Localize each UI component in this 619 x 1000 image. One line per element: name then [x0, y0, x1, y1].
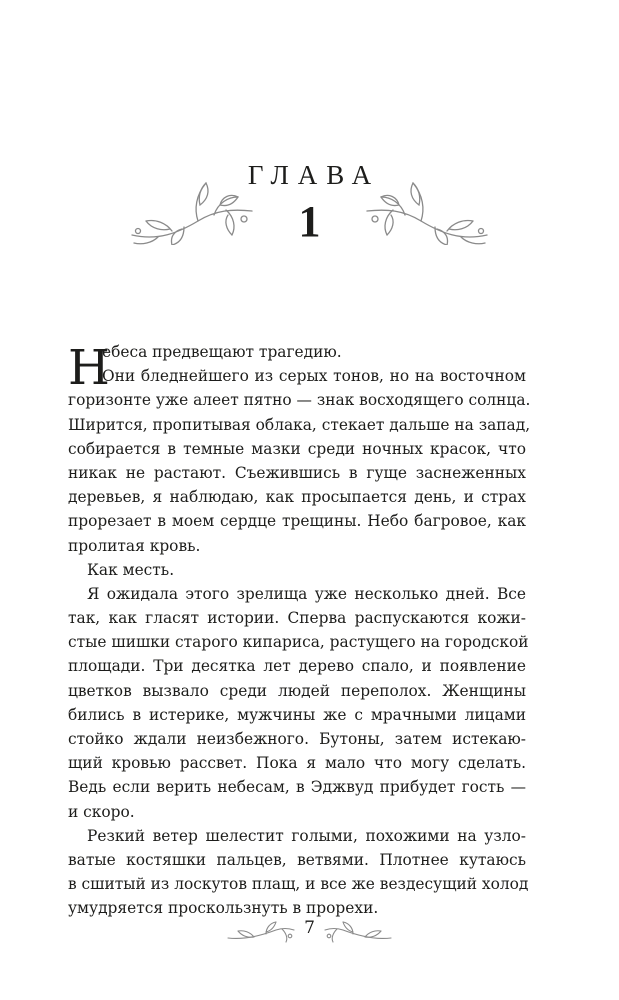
text-line: пролитая кровь. — [68, 536, 201, 555]
text-line: щий кровью рассвет. Пока я мало что могу сделать. — [68, 754, 526, 773]
text-line: умудряется проскользнуть в прорехи. — [68, 899, 379, 918]
text-line: Как месть. — [87, 560, 175, 579]
text-line: Я ожидала этого зрелища уже несколько дней. Все — [87, 584, 526, 603]
chapter-label: ГЛАВА — [247, 160, 381, 190]
page-number: 7 — [304, 918, 315, 938]
fleuron-right-icon — [323, 920, 393, 944]
text-line: горизонте уже алеет пятно — знак восходящего солнца. — [68, 391, 531, 410]
text-line: деревьев, я наблюдаю, как просыпается день, и страх — [68, 488, 526, 507]
text-line: ватые костяшки пальцев, ветвями. Плотнее кутаюсь — [68, 850, 526, 869]
text-line: в сшитый из лоскутов плащ, и все же вездесущий холод — [68, 875, 529, 894]
text-line: цветков вызвало среди людей переполох. Женщины — [68, 681, 526, 700]
text-line: стые шишки старого кипариса, растущего на городской — [68, 633, 529, 652]
text-line: Ширится, пропитывая облака, стекает дальше на запад, — [68, 415, 531, 434]
text-line: прорезает в моем сердце трещины. Небо багровое, как — [68, 512, 526, 531]
page-footer — [0, 916, 619, 946]
text-line: площади. Три десятка лет дерево спало, и появление — [68, 657, 526, 676]
text-line: никак не растают. Съежившись в гуще заснеженных — [68, 463, 526, 482]
text-line: бились в истерике, мужчины же с мрачными лицами — [68, 705, 526, 724]
text-line: стойко ждали неизбежного. Бутоны, затем истекаю- — [68, 730, 526, 748]
chapter-header — [0, 160, 619, 250]
text-line: Резкий ветер шелестит голыми, похожими на узло- — [87, 826, 526, 845]
text-line: собирается в темные мазки среди ночных красок, что — [68, 439, 526, 458]
body-text — [68, 340, 531, 921]
text-line: так, как гласят истории. Сперва распускаются кожи- — [68, 609, 526, 628]
text-line: Они бледнейшего из серых тонов, но на восточном — [102, 367, 526, 386]
floral-vine-right-icon — [363, 175, 491, 245]
chapter-number: 1 — [298, 197, 321, 246]
text-line: и скоро. — [68, 802, 135, 821]
text-line: ебеса предвещают трагедию. — [102, 343, 342, 361]
text-line: Ведь если верить небесам, в Эджвуд прибудет гость — — [68, 778, 526, 797]
drop-cap: Н — [68, 340, 110, 396]
